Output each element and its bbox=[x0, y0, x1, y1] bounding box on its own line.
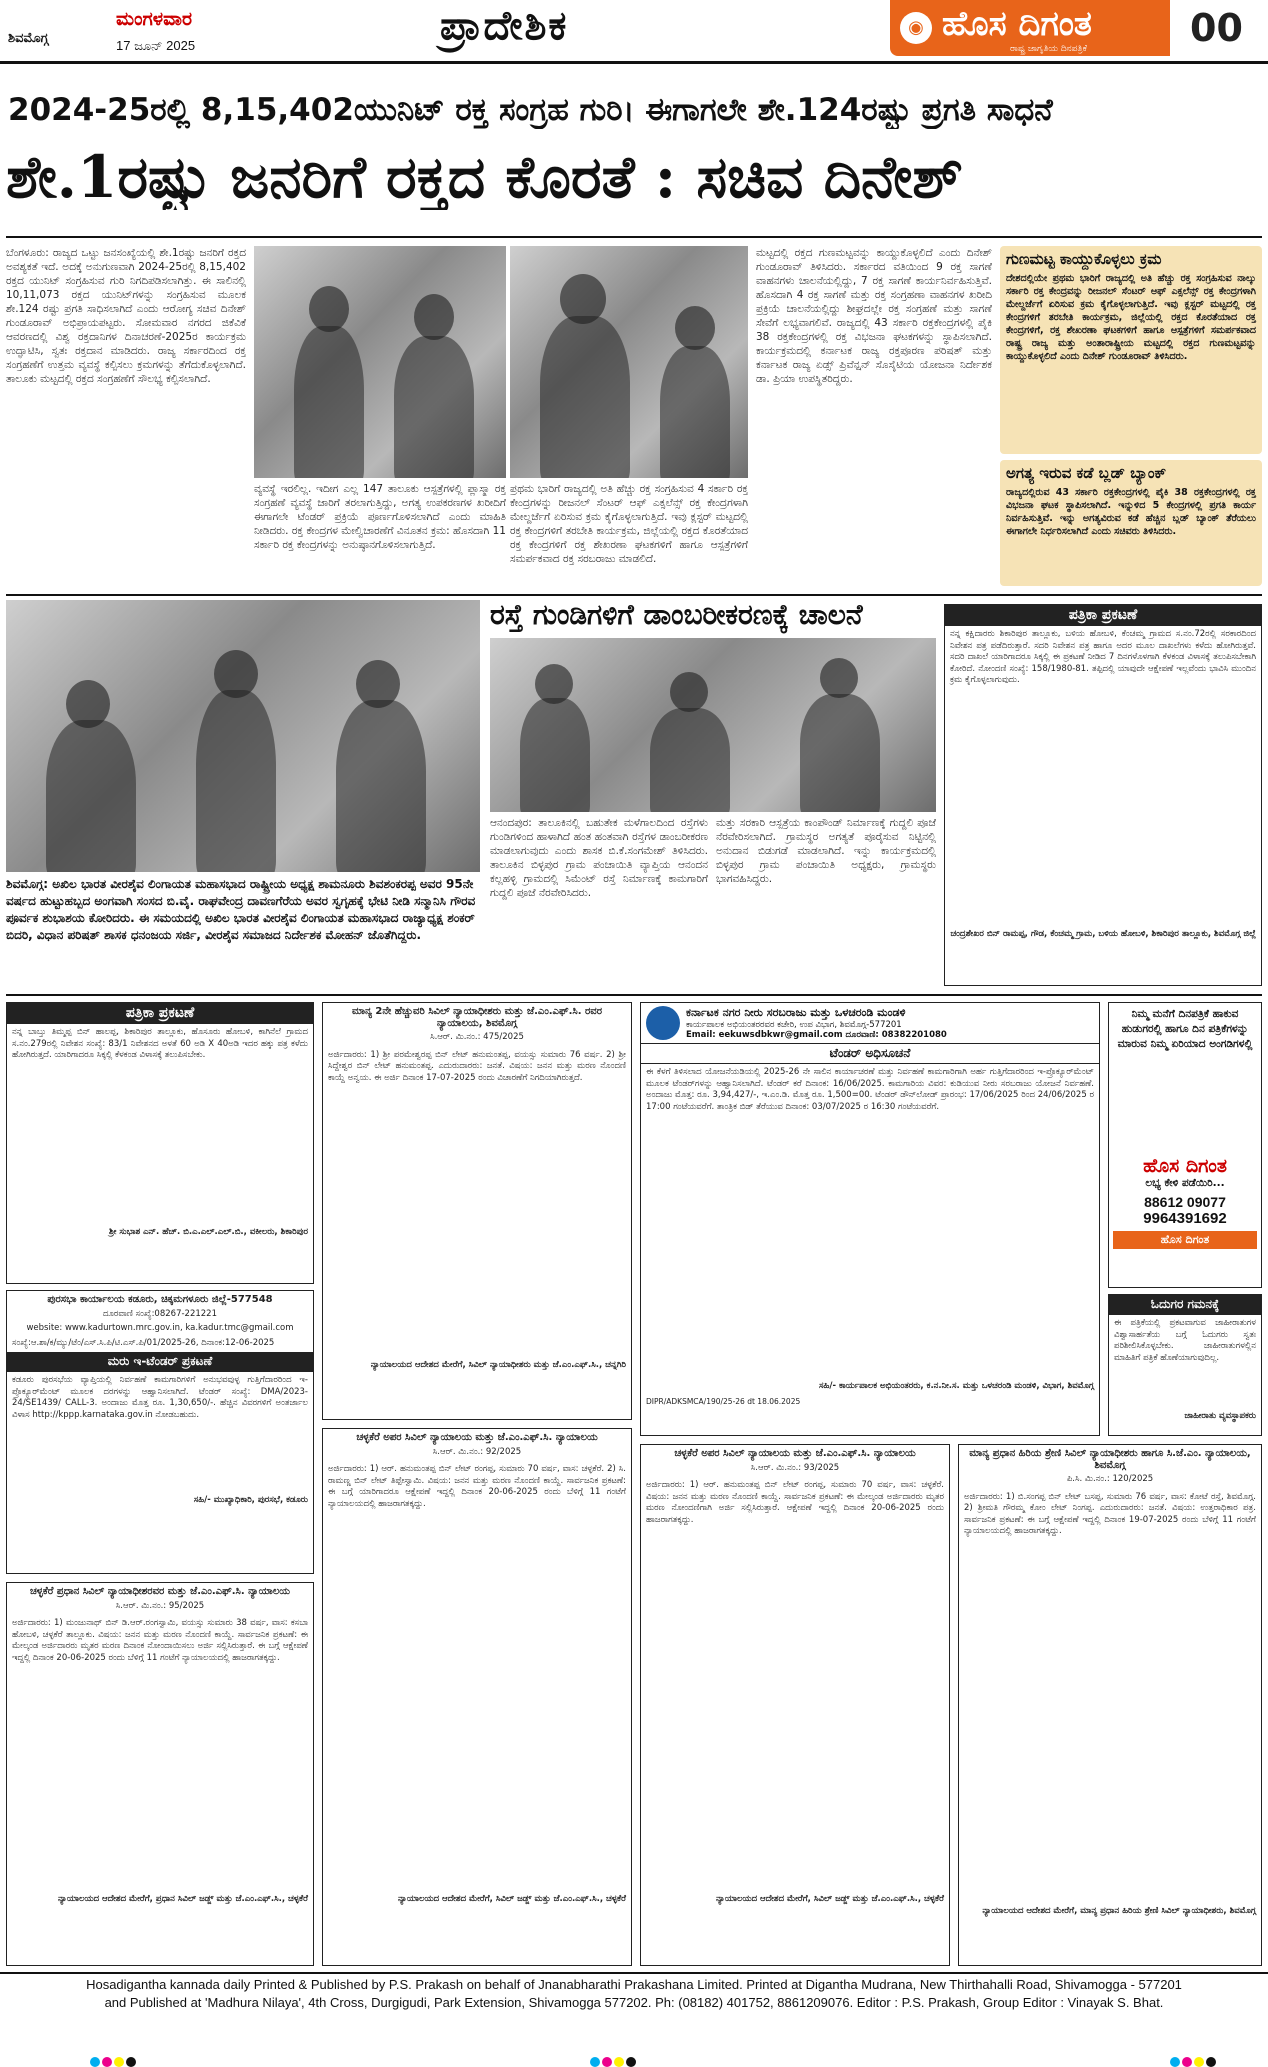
court-notice-4 bbox=[958, 1444, 1262, 1966]
case-number: ಸಿ.ಆರ್. ಮಿ.ನಂ.: 92/2025 bbox=[432, 1446, 522, 1457]
readers-notice-title: ಓದುಗರ ಗಮನಕ್ಕೆ bbox=[1109, 1295, 1261, 1315]
board-contact: Email: eekuwsdbkwr@gmail.com ದೂರವಾಣಿ: 08382201080 bbox=[686, 1030, 947, 1040]
lead-photo-2 bbox=[510, 246, 748, 478]
tender-website: website: www.kadurtown.mrc.gov.in, ka.kadur.tmc@gmail.com bbox=[26, 1323, 294, 1333]
circulation-ad-text: ನಿಮ್ಮ ಮನೆಗೆ ದಿನಪತ್ರಿಕೆ ಹಾಕುವ ಹುಡುಗರಲ್ಲಿ ಹಾಗೂ ದಿನ ಪತ್ರಿಕೆಗಳನ್ನು ಮಾರುವ ನಿಮ್ಮ ಏರಿಯಾದ ಅಂಗಡಿಗಳಲ್ಲಿ bbox=[1117, 1008, 1253, 1050]
lead-column-1: ಬೆಂಗಳೂರು: ರಾಜ್ಯದ ಒಟ್ಟು ಜನಸಂಖ್ಯೆಯಲ್ಲಿ ಶೇ.1ರಷ್ಟು ಜನರಿಗೆ ರಕ್ತದ ಅವಶ್ಯಕತೆ ಇದೆ. ಅದಕ್ಕೆ ಅನುಗುಣವಾಗಿ 2024-25ರಲ್ಲಿ 8,15,402 ರಕ್ತದ ಯುನಿಟ್ ಸಂಗ್ರಹಿಸುವ ಗುರಿ ನಿಗದಿಪಡಿಸಲಾಗಿತ್ತು. ಈ ಸಾಲಿನಲ್ಲಿ 10,11,073 ರಕ್ತದ ಯುನಿಟ್‌ಗಳನ್ನು ಸಂಗ್ರಹಿಸುವ ಮೂಲಕ ಶೇ.124 ರಷ್ಟು ಪ್ರಗತಿ ಸಾಧಿಸಲಾಗಿದೆ ಎಂದು ಆರೋಗ್ಯ ಸಚಿವ ದಿನೇಶ್ ಗುಂಡೂರಾವ್ ಅಭಿಪ್ರಾಯಪಟ್ಟರು. ಸೋಮವಾರ ನಗರದ ಜಿಕೆವಿಕೆ ಆವರಣದಲ್ಲಿ ವಿಶ್ವ ರಕ್ತದಾನಿಗಳ ದಿನಾಚರಣೆ-2025ರ ಕಾರ್ಯಕ್ರಮ ಉದ್ಘಾಟಿಸಿ, ಸ್ವತಃ ರಕ್ತದಾನ ಮಾಡಿದರು. ರಾಜ್ಯ ಸರ್ಕಾರದಿಂದ ರಕ್ತ ಸಂಗ್ರಹಣೆಗೆ ಉತ್ತಮ ವ್ಯವಸ್ಥೆ ಕಲ್ಪಿಸಲು ಕ್ರಮಗಳನ್ನು ತೆಗೆದುಕೊಳ್ಳಲಾಗಿದೆ. ತಾಲೂಕು ಮಟ್ಟದಲ್ಲಿ ರಕ್ತದ ಸಂಗ್ರಹಣೆಗೆ ಸೌಲಭ್ಯ ಕಲ್ಪಿಸಲಾಗಿದೆ. bbox=[6, 247, 246, 385]
readers-notice-text: ಈ ಪತ್ರಿಕೆಯಲ್ಲಿ ಪ್ರಕಟವಾಗುವ ಜಾಹೀರಾತುಗಳ ವಿಶ್ವಾಸಾರ್ಹತೆಯ ಬಗ್ಗೆ ಓದುಗರು ಸ್ವತಃ ಪರಿಶೀಲಿಸಿಕೊಳ್ಳಬೇಕು. ಜಾಹೀರಾತುಗಳಲ್ಲಿನ ಮಾಹಿತಿಗೆ ಪತ್ರಿಕೆ ಹೊಣೆಯಾಗುವುದಿಲ್ಲ. bbox=[1114, 1318, 1256, 1363]
logo-name: ಹೊಸ ದಿಗಂತ bbox=[942, 4, 1092, 44]
court-notice-3 bbox=[640, 1444, 950, 1966]
story3-title: ರಸ್ತೆ ಗುಂಡಿಗಳಿಗೆ ಡಾಂಬರೀಕರಣಕ್ಕೆ ಚಾಲನೆ bbox=[490, 598, 863, 631]
tender-office: ಪುರಸಭಾ ಕಾರ್ಯಾಲಯ ಕಡೂರು, ಚಿಕ್ಕಮಗಳೂರು ಜಿಲ್ಲೆ-577548 bbox=[47, 1294, 273, 1305]
sidebar-quality-title: ಗುಣಮಟ್ಟ ಕಾಯ್ದುಕೊಳ್ಳಲು ಕ್ರಮ bbox=[1006, 250, 1162, 268]
notice-text: ನನ್ನ ಬಾಬ್ತು ತಿಮ್ಮಪ್ಪ ಬಿನ್ ಹಾಲಪ್ಪ, ಶಿಕಾರಿಪುರ ತಾಲ್ಲೂಕು, ಹೊಸೂರು ಹೋಬಳಿ, ಕಾಗಿನೆಲೆ ಗ್ರಾಮದ ಸ.ನಂ.279ರಲ್ಲಿ ನಿವೇಶನ ಸಂಖ್ಯೆ: 83/1 ನಿವೇಶನದ ಅಳತೆ 60 ಅಡಿ X 40ಅಡಿ ಇದರ ಹಕ್ಕು ಪತ್ರ ಕಳೆದು ಹೋಗಿರುತ್ತದೆ. ಯಾರಿಗಾದರೂ ಸಿಕ್ಕಲ್ಲಿ ಕೆಳಕಂಡ ವಿಳಾಸಕ್ಕೆ ತಲುಪಿಸಬೇಕು. bbox=[12, 1027, 308, 1060]
court-signature: ನ್ಯಾಯಾಲಯದ ಆದೇಶದ ಮೇರೆಗೆ, ಸಿವಿಲ್ ಜಡ್ಜ್ ಮತ್ತು ಜೆ.ಎಂ.ಎಫ್.ಸಿ., ಚಳ್ಳಕೆರೆ bbox=[397, 1894, 626, 1904]
registration-marks-left bbox=[90, 2052, 138, 2062]
court-signature: ನ್ಯಾಯಾಲಯದ ಆದೇಶದ ಮೇರೆಗೆ, ಸಿವಿಲ್ ನ್ಯಾಯಾಧೀಶರು ಮತ್ತು ಜೆ.ಎಂ.ಎಫ್.ಸಿ., ಚನ್ನಗಿರಿ bbox=[370, 1359, 626, 1370]
case-number: ಪಿ.ಸಿ. ಮಿ.ನಂ.: 120/2025 bbox=[1066, 1474, 1154, 1484]
sidebar-blood-bank bbox=[1000, 460, 1262, 586]
registration-marks-right bbox=[1170, 2052, 1218, 2062]
court-text: ಅರ್ಜಿದಾರರು: 1) ಆರ್. ಹನುಮಂತಪ್ಪ ಬಿನ್ ಲೇಟ್ ರಂಗಪ್ಪ, ಸುಮಾರು 70 ವರ್ಷ, ವಾಸ: ಚಳ್ಳಕೆರೆ. ವಿಷಯ: ಜನನ ಮತ್ತು ಮರಣ ನೊಂದಣಿ ಕಾಯ್ದೆ. ಸಾರ್ವಜನಿಕ ಪ್ರಕಟಣೆ: ಈ ಮೇಲ್ಕಂಡ ಅರ್ಜಿದಾರರು ಮೃತರ ಮರಣ ನೋಂದಣಿಗಾಗಿ ಅರ್ಜಿ ಸಲ್ಲಿಸಿರುತ್ತಾರೆ. ಆಕ್ಷೇಪಣೆ ಇದ್ದಲ್ಲಿ ದಿನಾಂಕ 20-06-2025 ರಂದು ಹಾಜರಾಗತಕ್ಕದ್ದು. bbox=[646, 1480, 944, 1525]
notice-title: ಪತ್ರಿಕಾ ಪ್ರಕಟಣೆ bbox=[7, 1003, 313, 1024]
court-signature: ನ್ಯಾಯಾಲಯದ ಆದೇಶದ ಮೇರೆಗೆ, ಮಾನ್ಯ ಪ್ರಧಾನ ಹಿರಿಯ ಶ್ರೇಣಿ ಸಿವಿಲ್ ನ್ಯಾಯಾಧೀಶರು, ಶಿವಮೊಗ್ಗ bbox=[982, 1905, 1256, 1916]
court-name: ಚಳ್ಳಕೆರೆ ಅಪರ ಸಿವಿಲ್ ನ್ಯಾಯಾಲಯ ಮತ್ತು ಜೆ.ಎಂ.ಎಫ್.ಸಿ. ನ್ಯಾಯಾಲಯ bbox=[674, 1448, 916, 1459]
tender-notice-text: ಈ ಕೆಳಗೆ ತಿಳಿಸಲಾದ ಯೋಜನೆಯಡಿಯಲ್ಲಿ 2025-26 ನೇ ಸಾಲಿನ ಕಾರ್ಯಾಚರಣೆ ಮತ್ತು ನಿರ್ವಹಣೆ ಕಾಮಗಾರಿಗಾಗಿ ಅರ್ಹ ಗುತ್ತಿಗೆದಾರರಿಂದ ಇ-ಪ್ರೊಕ್ಯೂರ್‌ಮೆಂಟ್ ಮೂಲಕ ಟೆಂಡರ್‌ಗಳನ್ನು ಆಹ್ವಾನಿಸಲಾಗಿದೆ. ಟೆಂಡರ್ ಕರೆ ದಿನಾಂಕ: 16/06/2025. ಕಾಮಗಾರಿಯ ವಿವರ: ಕುಡಿಯುವ ನೀರು ಸರಬರಾಜು ಯೋಜನೆ ನಿರ್ವಹಣೆ. ಅಂದಾಜು ಮೊತ್ತ: ರೂ. 3,94,427/-, ಇ.ಎಂ.ಡಿ. ಮೊತ್ತ ರೂ. 1,500=00. ಟೆಂಡರ್ ಡೌನ್‌ಲೋಡ್ ಪ್ರಾರಂಭ: 17/06/2025 ರಿಂದ 24/06/2025 ರ 17:00 ಗಂಟೆಯವರೆಗೆ. ತಾಂತ್ರಿಕ ಬಿಡ್ ತೆರೆಯುವ ದಿನಾಂಕ: 03/07/2025 ರ 16:30 ಗಂಟೆಯವರೆಗೆ. bbox=[646, 1067, 1094, 1112]
lead-column-2: ವ್ಯವಸ್ಥೆ ಇರಲಿಲ್ಲ. ಇದೀಗ ಎಲ್ಲ 147 ತಾಲೂಕು ಆಸ್ಪತ್ರೆಗಳಲ್ಲಿ ಪ್ಲಾಸ್ಮಾ ರಕ್ತ ಸಂಗ್ರಹಣೆ ವ್ಯವಸ್ಥೆ ಜಾರಿಗೆ ತರಲಾಗುತ್ತಿದ್ದು, ಅಗತ್ಯ ಉಪಕರಣಗಳ ಖರೀದಿಗೆ ಈಗಾಗಲೇ ಟೆಂಡರ್ ಪ್ರಕ್ರಿಯೆ ಪೂರ್ಣಗೊಳಿಸಲಾಗಿದೆ ಎಂದು ಮಾಹಿತಿ ನೀಡಿದರು. ರಕ್ತ ಕೇಂದ್ರಗಳ ಮೇಲ್ವಿಚಾರಣೆಗೆ ವಿನೂತನ ಕ್ರಮ: ಹೊಸದಾಗಿ 11 ಸರ್ಕಾರಿ ರಕ್ತ ಕೇಂದ್ರಗಳನ್ನು ಅನುಷ್ಠಾನಗೊಳಿಸಲಾಗುತ್ತಿದೆ. bbox=[254, 483, 506, 551]
court-notice-1 bbox=[6, 1582, 314, 1966]
circulation-ad-phone-1: 88612 09077 bbox=[1144, 1194, 1226, 1210]
weekday: ಮಂಗಳವಾರ bbox=[116, 8, 193, 30]
court-name: ಚಳ್ಳಕೆರೆ ಅಪರ ಸಿವಿಲ್ ನ್ಯಾಯಾಲಯ ಮತ್ತು ಜೆ.ಎಂ.ಎಫ್.ಸಿ. ನ್ಯಾಯಾಲಯ bbox=[356, 1432, 598, 1443]
case-number: ಸಿ.ಆರ್. ಮಿ.ನಂ.: 475/2025 bbox=[430, 1032, 524, 1042]
court-name: ಚಳ್ಳಕೆರೆ ಪ್ರಧಾನ ಸಿವಿಲ್ ನ್ಯಾಯಾಧೀಶರವರ ಮತ್ತು ಜೆ.ಎಂ.ಎಫ್.ಸಿ. ನ್ಯಾಯಾಲಯ bbox=[29, 1586, 291, 1597]
court-text: ಅರ್ಜಿದಾರರು: 1) ಬಿ.ಸಂಗಪ್ಪ ಬಿನ್ ಲೇಟ್ ಬಸಪ್ಪ, ಸುಮಾರು 76 ವರ್ಷ, ವಾಸ: ಕೋಟೆ ರಸ್ತೆ, ಶಿವಮೊಗ್ಗ. 2) ಶ್ರೀಮತಿ ಗೌರಮ್ಮ ಕೋಂ ಲೇಟ್ ನಿಂಗಪ್ಪ. ಎದುರುದಾರರು: ಜನತೆ. ವಿಷಯ: ಉತ್ತರಾಧಿಕಾರ ಪತ್ರ. ಸಾರ್ವಜನಿಕ ಪ್ರಕಟಣೆ: ಈ ಬಗ್ಗೆ ಆಕ್ಷೇಪಣೆ ಇದ್ದಲ್ಲಿ ದಿನಾಂಕ 19-07-2025 ರಂದು ಬೆಳಿಗ್ಗೆ 11 ಗಂಟೆಗೆ ನ್ಯಾಯಾಲಯದಲ್ಲಿ ಹಾಜರಾಗತಕ್ಕದ್ದು. bbox=[964, 1491, 1256, 1536]
court-name: ಮಾನ್ಯ ಪ್ರಧಾನ ಹಿರಿಯ ಶ್ರೇಣಿ ಸಿವಿಲ್ ನ್ಯಾಯಾಧೀಶರು ಹಾಗೂ ಸಿ.ಜೆ.ಎಂ. ನ್ಯಾಯಾಲಯ, ಶಿವಮೊಗ್ಗ bbox=[969, 1448, 1251, 1471]
circulation-ad-brand: ಹೊಸ ದಿಗಂತ bbox=[1143, 1155, 1227, 1177]
lead-column-3: ಪ್ರಥಮ ಭಾರಿಗೆ ರಾಜ್ಯದಲ್ಲಿ ಅತಿ ಹೆಚ್ಚು ರಕ್ತ ಸಂಗ್ರಹಿಸುವ 4 ಸರ್ಕಾರಿ ರಕ್ತ ಕೇಂದ್ರಗಳನ್ನು ರೀಜನಲ್ ಸೆಂಟರ್ ಆಫ್ ಎಕ್ಸಲೆನ್ಸ್ ರಕ್ತ ಕೇಂದ್ರಗಳಾಗಿ ಮೇಲ್ದರ್ಜೆಗೆ ಏರಿಸುವ ಕ್ರಮ ಕೈಗೊಳ್ಳಲಾಗುತ್ತಿದೆ. ಇವು ಕ್ಲಸ್ಟರ್ ಮಟ್ಟದಲ್ಲಿ ರಕ್ತ ಕೇಂದ್ರಗಳಿಗೆ ತರಬೇತಿ ಕಾರ್ಯಕ್ರಮ, ಜಿಲ್ಲೆಯಲ್ಲಿ ರಕ್ತದ ಕೊರತೆಯಾದ ರಕ್ತ ಕೇಂದ್ರಗಳಿಗೆ ರಕ್ತ ಶೇಖರಣಾ ಘಟಕಗಳಿಗೆ ಹಾಗೂ ಆಸ್ಪತ್ರೆಗಳಿಗೆ ಸಮರ್ಪಕವಾದ ರಕ್ತ ಸರಬರಾಜು ಮಾಡಲಿದೆ. bbox=[510, 483, 748, 565]
lead-photo-1 bbox=[254, 246, 506, 478]
masthead-dateline bbox=[8, 8, 348, 58]
notice-text: ನನ್ನ ಕಕ್ಷಿದಾರರು ಶಿಕಾರಿಪುರ ತಾಲ್ಲೂಕು, ಬಳಿಯ ಹೋಬಳಿ, ಕೆಂಚಮ್ಮ ಗ್ರಾಮದ ಸ.ನಂ.72ರಲ್ಲಿ ಸರಕಾರದಿಂದ ನಿವೇಶನ ಪತ್ರ ಪಡೆದಿರುತ್ತಾರೆ. ಸದರಿ ನಿವೇಶನ ಪತ್ರ ಹಾಗೂ ಅದರ ಮೂಲ ದಾಖಲೆಗಳು ಕಳೆದು ಹೋಗಿರುತ್ತವೆ. ಸದರಿ ದಾಖಲೆ ಯಾರಿಗಾದರೂ ಸಿಕ್ಕಲ್ಲಿ ಈ ಪ್ರಕಟಣೆ ನೀಡಿದ 7 ದಿನಗಳೊಳಗಾಗಿ ಕೆಳಕಂಡ ವಿಳಾಸಕ್ಕೆ ತಲುಪಿಸಬೇಕಾಗಿ ಕೋರಿದೆ. ನೋಂದಣಿ ಸಂಖ್ಯೆ: 158/1980-81. ತಪ್ಪಿದಲ್ಲಿ ಯಾವುದೇ ಆಕ್ಷೇಪಣೆ ಇಲ್ಲವೆಂದು ಭಾವಿಸಿ ಮುಂದಿನ ಕ್ರಮ ಕೈಗೊಳ್ಳಲಾಗುವುದು. bbox=[950, 629, 1256, 685]
registration-marks-center bbox=[590, 2052, 638, 2062]
readers-notice bbox=[1108, 1294, 1262, 1436]
court-name: ಮಾನ್ಯ 2ನೇ ಹೆಚ್ಚುವರಿ ಸಿವಿಲ್ ನ್ಯಾಯಾಧೀಶರು ಮತ್ತು ಜೆ.ಎಂ.ಎಫ್.ಸಿ. ರವರ ನ್ಯಾಯಾಲಯ, ಶಿವಮೊಗ್ಗ bbox=[351, 1006, 603, 1029]
divider bbox=[6, 594, 1262, 596]
court-text: ಅರ್ಜಿದಾರರು: 1) ಮಂಜುನಾಥ್ ಬಿನ್ ಡಿ.ಆರ್.ರಂಗಸ್ವಾಮಿ, ವಯಸ್ಸು ಸುಮಾರು 38 ವರ್ಷ, ವಾಸ: ಕಸಬಾ ಹೋಬಳಿ, ಚಳ್ಳಕೆರೆ ತಾಲ್ಲೂಕು. ವಿಷಯ: ಜನನ ಮತ್ತು ಮರಣ ನೊಂದಣಿ ಕಾಯ್ದೆ. ಸಾರ್ವಜನಿಕ ಪ್ರಕಟಣೆ: ಈ ಮೇಲ್ಕಂಡ ಅರ್ಜಿದಾರರು ಮೃತರ ಮರಣ ದಿನಾಂಕ ನೋಂದಾಯಿಸಲು ಅರ್ಜಿ ಸಲ್ಲಿಸಿರುತ್ತಾರೆ. ಈ ಬಗ್ಗೆ ಆಕ್ಷೇಪಣೆ ಇದ್ದಲ್ಲಿ ದಿನಾಂಕ 20-06-2025 ರಂದು ಬೆಳಿಗ್ಗೆ 11 ಗಂಟೆಗೆ ನ್ಯಾಯಾಲಯದಲ್ಲಿ ಹಾಜರಾಗತಕ್ಕದ್ದು. bbox=[12, 1618, 308, 1663]
tender-ref: ಸಂಖ್ಯೆ:ಆ.ಶಾ/ಕ/ಮ್ಯು/ಟೆಂ/ಎಸ್.ಸಿ.ಪಿ/ಟಿ.ಎಸ್.ಪಿ/01/2025-26, ದಿನಾಂಕ:12-06-2025 bbox=[12, 1337, 275, 1348]
circulation-ad-text2: ಲಭ್ಯ ಕೇಳಿ ಪಡೆಯಿರಿ... bbox=[1145, 1177, 1225, 1189]
lead-headline: ಶೇ.1ರಷ್ಟು ಜನರಿಗೆ ರಕ್ತದ ಕೊರತೆ : ಸಚಿವ ದಿನೇಶ್ bbox=[6, 144, 963, 210]
case-number: ಸಿ.ಆರ್. ಮಿ.ನಂ.: 93/2025 bbox=[750, 1462, 840, 1473]
logo-emblem-icon: ◉ bbox=[900, 12, 932, 44]
imprint-line-2: and Published at 'Madhura Nilaya', 4th Cross, Durgigudi, Park Extension, Shivamogga 577202. Ph: (08182) 401752, 8861209076. Editor : P.S. Prakash, Group Editor : Vinayak S. Bhat. bbox=[104, 1995, 1164, 2010]
tender-text: ಕಡೂರು ಪುರಸಭೆಯ ವ್ಯಾಪ್ತಿಯಲ್ಲಿ ನಿರ್ವಹಣೆ ಕಾಮಗಾರಿಗಳಿಗೆ ಅನುಭವವುಳ್ಳ ಗುತ್ತಿಗೆದಾರರಿಂದ ಇ-ಪ್ರೊಕ್ಯೂರ್‌ಮೆಂಟ್ ಮೂಲಕ ದರಗಳನ್ನು ಆಹ್ವಾನಿಸಲಾಗಿದೆ. ಟೆಂಡರ್ ಸಂಖ್ಯೆ: DMA/2023-24/SE1439/ CALL-3. ಅಂದಾಜು ಮೊತ್ತ ರೂ. 1,30,650/-. ಹೆಚ್ಚಿನ ವಿವರಗಳಿಗೆ ಅಂತರ್ಜಾಲ ವಿಳಾಸ http://kppp.karnataka.gov.in ನೋಡಬಹುದು. bbox=[12, 1375, 308, 1420]
sidebar-blood-bank-text: ರಾಜ್ಯದಲ್ಲಿರುವ 43 ಸರ್ಕಾರಿ ರಕ್ತಕೇಂದ್ರಗಳಲ್ಲಿ ಪೈಕಿ 38 ರಕ್ತಕೇಂದ್ರಗಳಲ್ಲಿ ರಕ್ತ ವಿಭಜನಾ ಘಟಕ ಸ್ಥಾಪಿಸಲಾಗಿದೆ. ಇನ್ನುಳಿದ 5 ಕೇಂದ್ರಗಳಲ್ಲಿ ಪ್ರಗತಿ ಕಾರ್ಯ ನಿರ್ವಹಿಸುತ್ತಿವೆ. ಇನ್ನು ಅಗತ್ಯವಿರುವ ಕಡೆ ಹೆಚ್ಚಿನ ಬ್ಲಡ್ ಬ್ಯಾಂಕ್ ತೆರೆಯಲು ಈಗಾಗಲೇ ನಿರ್ಧರಿಸಲಾಗಿದೆ ಎಂದು ಸಚಿವರು ತಿಳಿಸಿದರು. bbox=[1006, 487, 1256, 537]
sidebar-quality-text: ದೇಶದಲ್ಲಿಯೇ ಪ್ರಥಮ ಭಾರಿಗೆ ರಾಜ್ಯದಲ್ಲಿ ಅತಿ ಹೆಚ್ಚು ರಕ್ತ ಸಂಗ್ರಹಿಸುವ ನಾಲ್ಕು ಸರ್ಕಾರಿ ರಕ್ತ ಕೇಂದ್ರವನ್ನು ರೀಜನಲ್ ಸೆಂಟರ್ ಆಫ್ ಎಕ್ಸಲೆನ್ಸ್ ರಕ್ತ ಕೇಂದ್ರಗಳಾಗಿ ಮೇಲ್ದರ್ಜೆಗೆ ಏರಿಸುವ ಕ್ರಮ ಕೈಗೊಳ್ಳಲಾಗುತ್ತಿದೆ. ಇವು ಕ್ಲಸ್ಟರ್ ಮಟ್ಟದಲ್ಲಿ ರಕ್ತ ಕೇಂದ್ರಗಳಿಗೆ ತರಬೇತಿ ಕಾರ್ಯಕ್ರಮ, ಜಿಲ್ಲೆಯಲ್ಲಿ ರಕ್ತದ ಕೊರತೆಯಾದ ರಕ್ತ ಕೇಂದ್ರಗಳಿಗೆ, ರಕ್ತ ಶೇಖರಣಾ ಘಟಕಗಳಿಗೆ ಹಾಗೂ ಆಸ್ಪತ್ರೆಗಳಿಗೆ ಸಮರ್ಪಕವಾದ ರಾಷ್ಟ್ರ ರಾಜ್ಯ ಮತ್ತು ಅಂತಾರಾಷ್ಟ್ರೀಯ ಮಟ್ಟದಲ್ಲಿ ರಕ್ತದ ಗುಣಮಟ್ಟವನ್ನು ಕಾಯ್ದುಕೊಳ್ಳಲಿದೆ ಎಂದು ದಿನೇಶ್ ಗುಂಡೂರಾವ್ ತಿಳಿಸಿದರು. bbox=[1006, 273, 1256, 362]
sidebar-blood-bank-title: ಅಗತ್ಯ ಇರುವ ಕಡೆ ಬ್ಲಡ್ ಬ್ಯಾಂಕ್ bbox=[1006, 464, 1167, 482]
notice-press-release-right bbox=[944, 604, 1262, 986]
board-name: ಕರ್ನಾಟಕ ನಗರ ನೀರು ಸರಬರಾಜು ಮತ್ತು ಒಳಚರಂಡಿ ಮಂಡಳಿ bbox=[686, 1006, 906, 1019]
notice-signature: ಶ್ರೀ ಸುಭಾಶ ಎನ್. ಹೆಚ್. ಬಿ.ಎ.ಎಲ್.ಎಲ್.ಬಿ., ವಕೀಲರು, ಶಿಕಾರಿಪುರ bbox=[108, 1227, 308, 1237]
court-text: ಅರ್ಜಿದಾರರು: 1) ಆರ್. ಹನುಮಂತಪ್ಪ ಬಿನ್ ಲೇಟ್ ರಂಗಪ್ಪ, ಸುಮಾರು 70 ವರ್ಷ, ವಾಸ: ಚಳ್ಳಕೆರೆ. 2) ಸಿ. ರಾಮಣ್ಣ ಬಿನ್ ಲೇಟ್ ತಿಪ್ಪೇಸ್ವಾಮಿ. ವಿಷಯ: ಜನನ ಮತ್ತು ಮರಣ ನೊಂದಣಿ ಕಾಯ್ದೆ. ಸಾರ್ವಜನಿಕ ಪ್ರಕಟಣೆ: ಈ ಬಗ್ಗೆ ಯಾರಿಗಾದರೂ ಆಕ್ಷೇಪಣೆ ಇದ್ದಲ್ಲಿ ದಿನಾಂಕ 20-06-2025 ರಂದು ಬೆಳಿಗ್ಗೆ 11 ಗಂಟೆಗೆ ನ್ಯಾಯಾಲಯದಲ್ಲಿ ಹಾಜರಾಗತಕ್ಕದ್ದು. bbox=[328, 1464, 626, 1509]
sidebar-quality bbox=[1000, 246, 1262, 454]
tender-signature: ಸಹಿ/- ಮುಖ್ಯಾಧಿಕಾರಿ, ಪುರಸಭೆ, ಕಡೂರು bbox=[193, 1495, 308, 1505]
notice-title: ಪತ್ರಿಕಾ ಪ್ರಕಟಣೆ bbox=[945, 605, 1261, 626]
issue-date: 17 ಜೂನ್ 2025 bbox=[116, 38, 196, 53]
court-text: ಅರ್ಜಿದಾರರು: 1) ಶ್ರೀ ಪರಮೇಶ್ವರಪ್ಪ ಬಿನ್ ಲೇಟ್ ಹನುಮಂತಪ್ಪ, ವಯಸ್ಸು ಸುಮಾರು 76 ವರ್ಷ. 2) ಶ್ರೀ ಸಿದ್ದೇಶ್ವರ ಬಿನ್ ಲೇಟ್ ಹನುಮಂತಪ್ಪ. ಎದುರುದಾರರು: ಜನತೆ. ವಿಷಯ: ಜನನ ಮತ್ತು ಮರಣ ನೊಂದಣಿ ಕಾಯ್ದೆ ಅನ್ವಯ. ಈ ಅರ್ಜಿ ದಿನಾಂಕ 17-07-2025 ರಂದು ವಿಚಾರಣೆಗೆ ನಿಗದಿಯಾಗಿರುತ್ತದೆ. bbox=[328, 1049, 626, 1083]
circulation-ad-phone-2: 9964391692 bbox=[1143, 1210, 1227, 1227]
story2-photo bbox=[6, 600, 480, 872]
notice-signature: ಚಂದ್ರಶೇಖರ ಬಿನ್ ರಾಮಪ್ಪ, ಗೌಡ, ಕೆಂಚಮ್ಮ ಗ್ರಾಮ, ಬಳಿಯ ಹೋಬಳಿ, ಶಿಕಾರಿಪುರ ತಾಲ್ಲೂಕು, ಶಿವಮೊಗ್ಗ ಜಿಲ್ಲೆ bbox=[950, 929, 1256, 939]
city-name: ಶಿವಮೊಗ್ಗ bbox=[8, 30, 49, 45]
notice-press-release-1 bbox=[6, 1002, 314, 1284]
masthead bbox=[0, 0, 1268, 64]
tender-notice-heading: ಟೆಂಡರ್ ಅಧಿಸೂಚನೆ bbox=[641, 1044, 1099, 1064]
case-number: ಸಿ.ಆರ್. ಮಿ.ನಂ.: 95/2025 bbox=[115, 1600, 205, 1611]
circulation-ad bbox=[1108, 1002, 1262, 1288]
tender-notice-signature: ಸಹಿ/- ಕಾರ್ಯಪಾಲಕ ಅಭಿಯಂತರರು, ಕ.ನ.ನೀ.ಸ. ಮತ್ತು ಒಳಚರಂಡಿ ಮಂಡಳಿ, ವಿಭಾಗ, ಶಿವಮೊಗ್ಗ bbox=[819, 1381, 1094, 1391]
board-emblem-icon bbox=[646, 1006, 680, 1040]
page-number: 00 bbox=[1190, 6, 1243, 50]
imprint-line-1: Hosadigantha kannada daily Printed & Published by P.S. Prakash on behalf of Jnanabharathi Prakashana Limited. Printed at Digantha Mudrana, New Thirthahalli Road, Shivamogga - 577201 bbox=[86, 1977, 1182, 1992]
story3-photo bbox=[490, 638, 936, 812]
story3-column-1: ಆನಂದಪುರ: ತಾಲೂಕಿನಲ್ಲಿ ಬಹುತೇಕ ಮಳೆಗಾಲದಿಂದ ರಸ್ತೆಗಳು ಗುಂಡಿಗಳಿಂದ ಹಾಳಾಗಿದೆ ಹಂತ ಹಂತವಾಗಿ ರಸ್ತೆಗಳ ಡಾಂಬರೀಕರಣ ಮಾಡಲಾಗುವುದು ಎಂದು ಶಾಸಕ ಬಿ.ಕೆ.ಸಂಗಮೇಶ್ ತಿಳಿಸಿದರು. ತಾಲೂಕಿನ ಬಿಳ್ಳಪುರ ಗ್ರಾಮ ಪಂಚಾಯಿತಿ ವ್ಯಾಪ್ತಿಯ ಆನಂದನ ಕಲ್ಲಹಳ್ಳಿ ಗ್ರಾಮದಲ್ಲಿ ಸಿಮೆಂಟ್ ರಸ್ತೆ ನಿರ್ಮಾಣಕ್ಕೆ ಕಾಮಗಾರಿಗೆ ಗುದ್ದಲಿ ಪೂಜೆ ನೆರವೇರಿಸಿದರು. bbox=[490, 817, 708, 899]
tender-heading: ಮರು ಇ-ಟೆಂಡರ್ ಪ್ರಕಟಣೆ bbox=[7, 1352, 313, 1372]
section-title: ಪ್ರಾದೇಶಿಕ bbox=[440, 2, 569, 49]
lead-kicker: 2024-25ರಲ್ಲಿ 8,15,402ಯುನಿಟ್ ರಕ್ತ ಸಂಗ್ರಹ ಗುರಿ। ಈಗಾಗಲೇ ಶೇ.124ರಷ್ಟು ಪ್ರಗತಿ ಸಾಧನೆ bbox=[8, 92, 1053, 128]
readers-notice-signature: ಜಾಹೀರಾತು ವ್ಯವಸ್ಥಾಪಕರು bbox=[1184, 1411, 1256, 1421]
imprint-footer bbox=[0, 1972, 1268, 2012]
divider bbox=[6, 236, 1262, 238]
court-signature: ನ್ಯಾಯಾಲಯದ ಆದೇಶದ ಮೇರೆಗೆ, ಪ್ರಧಾನ ಸಿವಿಲ್ ಜಡ್ಜ್ ಮತ್ತು ಜೆ.ಎಂ.ಎಫ್.ಸಿ., ಚಳ್ಳಕೆರೆ bbox=[57, 1894, 308, 1904]
notice-court-shivamogga bbox=[322, 1002, 632, 1420]
divider bbox=[6, 994, 1262, 996]
story2-caption: ಶಿವಮೊಗ್ಗ: ಅಖಿಲ ಭಾರತ ವೀರಶೈವ ಲಿಂಗಾಯತ ಮಹಾಸಭಾದ ರಾಷ್ಟ್ರೀಯ ಅಧ್ಯಕ್ಷ ಶಾಮನೂರು ಶಿವಶಂಕರಪ್ಪ ಅವರ 95ನೇ ವರ್ಷದ ಹುಟ್ಟುಹಬ್ಬದ ಅಂಗವಾಗಿ ಸಂಸದ ಬಿ.ವೈ. ರಾಘವೇಂದ್ರ ದಾವಣಗೆರೆಯ ಅವರ ಸ್ವಗೃಹಕ್ಕೆ ಭೇಟಿ ನೀಡಿ ಸನ್ಮಾನಿಸಿ ಗೌರವ ಪೂರ್ವಕ ಶುಭಾಶಯ ಕೋರಿದರು. ಈ ಸಮಯದಲ್ಲಿ ಅಖಿಲ ಭಾರತ ವೀರಶೈವ ಲಿಂಗಾಯತ ಮಹಾಸಭಾದ ರಾಜ್ಯಾಧ್ಯಕ್ಷ ಶಂಕರ್ ಬಿದರಿ, ವಿಧಾನ ಪರಿಷತ್ ಶಾಸಕ ಧನಂಜಯ ಸರ್ಜಿ, ವೀರಶೈವ ಸಮಾಜದ ನಿರ್ದೇಶಕ ಮೋಹನ್ ಜೊತೆಗಿದ್ದರು. bbox=[6, 877, 476, 942]
board-office: ಕಾರ್ಯಪಾಲಕ ಅಭಿಯಂತರರವರ ಕಚೇರಿ, ಉಪ ವಿಭಾಗ, ಶಿವಮೊಗ್ಗ-577201 bbox=[686, 1020, 902, 1030]
court-notice-2 bbox=[322, 1428, 632, 1966]
newspaper-logo bbox=[890, 0, 1170, 56]
notice-water-board-tender bbox=[640, 1002, 1100, 1436]
tender-notice-ref: DIPR/ADKSMCA/190/25-26 dt 18.06.2025 bbox=[646, 1396, 801, 1406]
tender-phone: ದೂರವಾಣಿ ಸಂಖ್ಯೆ:08267-221221 bbox=[103, 1308, 217, 1319]
story3-column-2: ಮತ್ತು ಸರಕಾರಿ ಆಸ್ಪತ್ರೆಯ ಕಾಂಪೌಂಡ್ ನಿರ್ಮಾಣಕ್ಕೆ ಗುದ್ದಲಿ ಪೂಜೆ ನೆರವೇರಿಸಲಾಗಿದೆ. ಗ್ರಾಮಸ್ಥರ ಅಗತ್ಯತೆ ಪೂರೈಸುವ ನಿಟ್ಟಿನಲ್ಲಿ ಅನುದಾನ ಬಿಡುಗಡೆ ಮಾಡಲಾಗಿದೆ. ಇನ್ನು ಕಾರ್ಯಕ್ರಮದಲ್ಲಿ ಬಿಳ್ಳಪುರ ಗ್ರಾಮ ಪಂಚಾಯಿತಿ ಅಧ್ಯಕ್ಷರು, ಗ್ರಾಮಸ್ಥರು ಭಾಗವಹಿಸಿದ್ದರು. bbox=[716, 817, 936, 885]
logo-tagline: ರಾಷ್ಟ್ರ ಜಾಗೃತಿಯ ದಿನಪತ್ರಿಕೆ bbox=[1010, 44, 1087, 54]
circulation-ad-footer: ಹೊಸ ದಿಗಂತ bbox=[1113, 1231, 1257, 1249]
lead-column-4: ಮಟ್ಟದಲ್ಲಿ ರಕ್ತದ ಗುಣಮಟ್ಟವನ್ನು ಕಾಯ್ದುಕೊಳ್ಳಲಿದೆ ಎಂದು ದಿನೇಶ್ ಗುಂಡೂರಾವ್ ತಿಳಿಸಿದರು. ಸರ್ಕಾರದ ವತಿಯಿಂದ 9 ರಕ್ತ ಸಾಗಣೆ ವಾಹನಗಳು ಚಾಲನೆಯಲ್ಲಿದ್ದು, 7 ರಕ್ತ ಸಾಗಣೆ ಕಾರ್ಯನಿರ್ವಹಿಸುತ್ತಿವೆ. ಹೊಸದಾಗಿ 4 ರಕ್ತ ಸಾಗಣೆ ಮತ್ತು ರಕ್ತ ಸಂಗ್ರಹಣಾ ವಾಹನಗಳ ಖರೀದಿ ಪ್ರಕ್ರಿಯೆ ಚಾಲನೆಯಲ್ಲಿದ್ದು ಶೀಘ್ರದಲ್ಲೇ ರಕ್ತ ಸಂಗ್ರಹಣೆ ಮತ್ತು ಸಾಗಣೆ ಸೇವೆಗೆ ಲಭ್ಯವಾಗಲಿವೆ. ರಾಜ್ಯದಲ್ಲಿ 43 ಸರ್ಕಾರಿ ರಕ್ತಕೇಂದ್ರಗಳಲ್ಲಿ ಪೈಕಿ 38 ರಕ್ತಕೇಂದ್ರಗಳಲ್ಲಿ ರಕ್ತ ವಿಭಜನಾ ಘಟಕಗಳನ್ನು ಸ್ಥಾಪಿಸಲಾಗಿದೆ. ಕಾರ್ಯಕ್ರಮದಲ್ಲಿ ಕರ್ನಾಟಕ ರಾಜ್ಯ ರಕ್ತಪೂರಣ ಪರಿಷತ್ ಮತ್ತು ಕರ್ನಾಟಕ ರಾಜ್ಯ ಏಡ್ಸ್ ಪ್ರಿವೆನ್ಷನ್ ಸೊಸೈಟಿಯ ಯೋಜನಾ ನಿರ್ದೇಶಕ ಡಾ. ಪ್ರಿಯಾ ಉಪಸ್ಥಿತರಿದ್ದರು. bbox=[756, 247, 992, 385]
court-signature: ನ್ಯಾಯಾಲಯದ ಆದೇಶದ ಮೇರೆಗೆ, ಸಿವಿಲ್ ಜಡ್ಜ್ ಮತ್ತು ಜೆ.ಎಂ.ಎಫ್.ಸಿ., ಚಳ್ಳಕೆರೆ bbox=[715, 1894, 944, 1904]
notice-tender-kadur bbox=[6, 1290, 314, 1574]
